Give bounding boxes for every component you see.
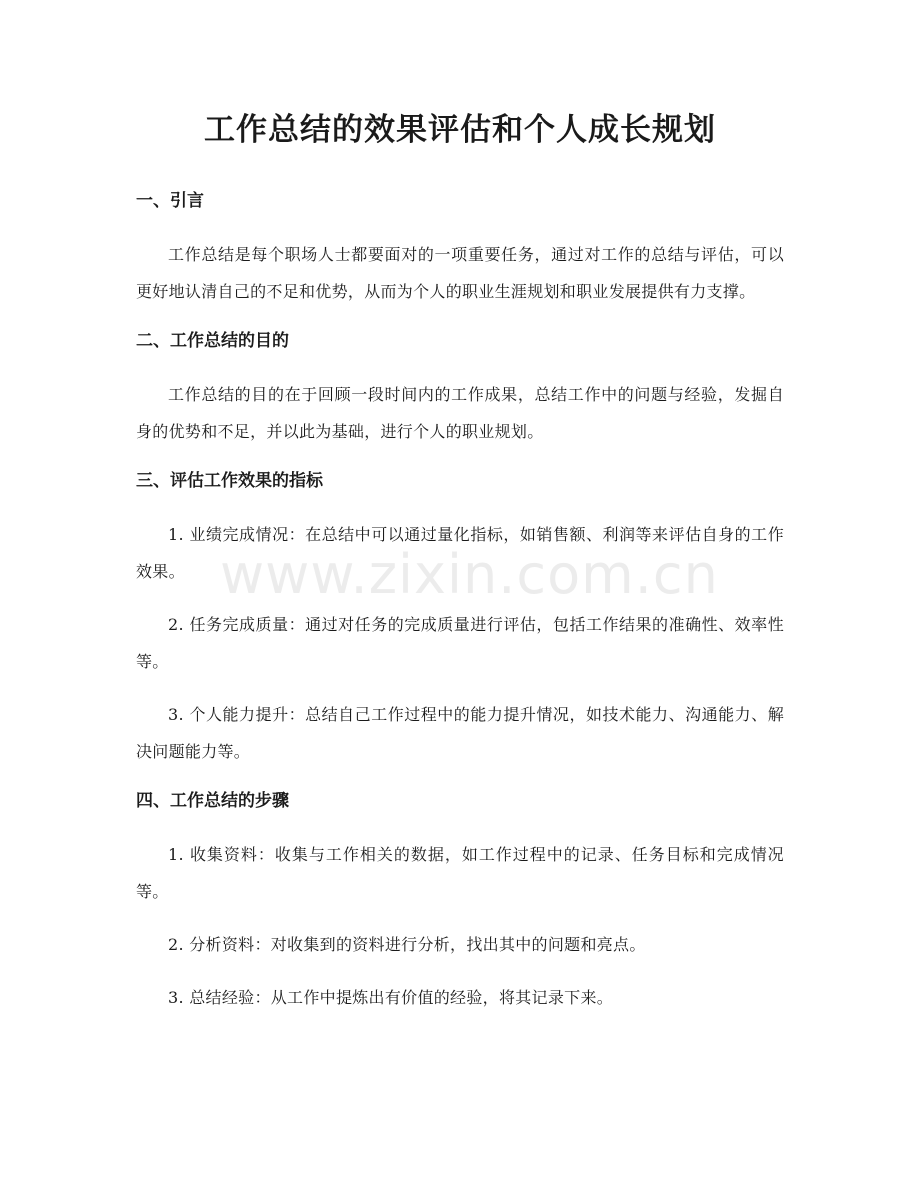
- list-item: 2. 分析资料：对收集到的资料进行分析，找出其中的问题和亮点。: [168, 935, 646, 954]
- paragraph: 工作总结的目的在于回顾一段时间内的工作成果，总结工作中的问题与经验，发掘自身的优势和不足，并以此为基础，进行个人的职业规划。: [136, 385, 784, 441]
- list-item: 3. 个人能力提升：总结自己工作过程中的能力提升情况，如技术能力、沟通能力、解决问题能力等。: [136, 705, 784, 761]
- list-item: 1. 收集资料：收集与工作相关的数据，如工作过程中的记录、任务目标和完成情况等。: [136, 845, 784, 901]
- section-steps: [136, 786, 784, 1016]
- watermark: www.zixin.com.cn: [220, 543, 719, 606]
- section-introduction: [136, 186, 784, 310]
- section-heading: 二、工作总结的目的: [136, 331, 289, 351]
- section-heading: 四、工作总结的步骤: [136, 791, 289, 811]
- list-item: 2. 任务完成质量：通过对任务的完成质量进行评估，包括工作结果的准确性、效率性等。: [136, 615, 784, 671]
- list-item: 3. 总结经验：从工作中提炼出有价值的经验，将其记录下来。: [168, 988, 614, 1007]
- list-item: 1. 业绩完成情况：在总结中可以通过量化指标，如销售额、利润等来评估自身的工作效果。: [136, 525, 784, 581]
- section-evaluation-indicators: [136, 466, 784, 770]
- document-body: [136, 186, 784, 1032]
- document-title: 工作总结的效果评估和个人成长规划: [204, 112, 716, 148]
- paragraph: 工作总结是每个职场人士都要面对的一项重要任务，通过对工作的总结与评估，可以更好地认清自己的不足和优势，从而为个人的职业生涯规划和职业发展提供有力支撑。: [136, 245, 784, 301]
- section-purpose: [136, 326, 784, 450]
- section-heading: 三、评估工作效果的指标: [136, 471, 323, 491]
- section-heading: 一、引言: [136, 191, 204, 211]
